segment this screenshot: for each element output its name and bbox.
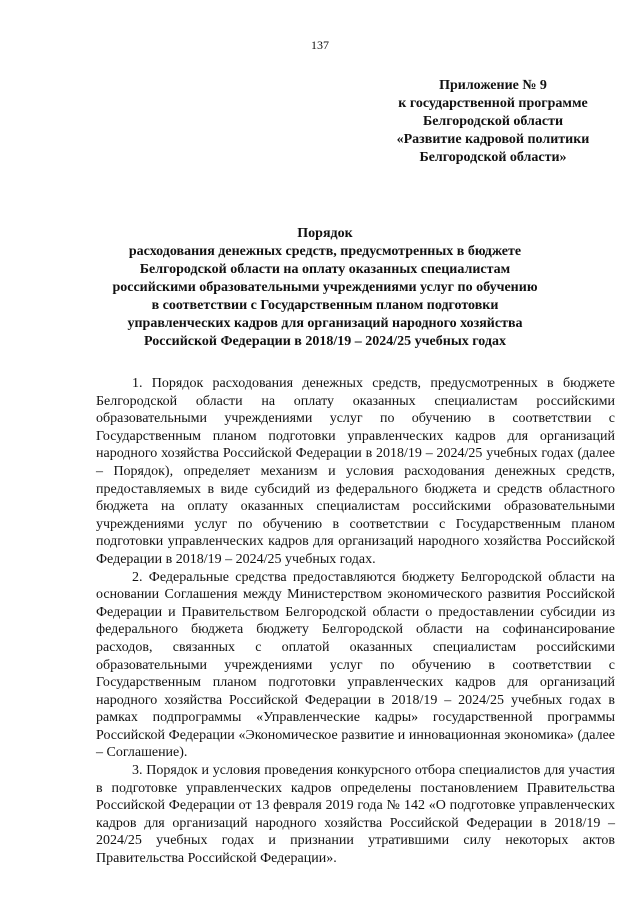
annex-header <box>378 77 608 167</box>
document-body <box>96 375 615 868</box>
title-line: управленческих кадров для организаций народного хозяйства <box>127 316 523 331</box>
annex-line: Белгородской области <box>422 114 564 129</box>
annex-line: Приложение № 9 <box>439 78 547 93</box>
title-line: в соответствии с Государственным планом подготовки <box>151 298 499 313</box>
title-line: российскими образовательными учреждениями услуг по обучению <box>112 280 538 295</box>
title-line: Российской Федерации в 2018/19 – 2024/25 учебных годах <box>144 334 506 349</box>
paragraph-3: 3. Порядок и условия проведения конкурсного отбора специалистов для участия в подготовке управленческих кадров определены постановлением Правительства Российской Федерации от 13 февраля 2019 года № 142 «О подготовке управленческих кадров для организаций народного хозяйства Российской Федерации в 2018/19 – 2024/25 учебных годах и признании утратившими силу некоторых актов Правительства Российской Федерации». <box>96 763 615 867</box>
title-line: Порядок <box>297 226 353 241</box>
title-line: Белгородской области на оплату оказанных специалистам <box>139 262 511 277</box>
annex-line: «Развитие кадровой политики <box>396 132 590 147</box>
title-line: расходования денежных средств, предусмотренных в бюджете <box>128 244 522 259</box>
document-title <box>90 225 560 351</box>
annex-line: к государственной программе <box>398 96 588 111</box>
page-number: 137 <box>311 38 329 52</box>
paragraph-2: 2. Федеральные средства предоставляются бюджету Белгородской области на основании Соглашения между Министерством экономического развития Российской Федерации и Правительством Белгородской области о предоставлении субсидии из федерального бюджета бюджету Белгородской области на софинансирование расходов, связанных с оплатой оказанных специалистам российскими образовательными учреждениями услуг по обучению в соответствии с Государственным планом подготовки управленческих кадров для организаций народного хозяйства Российской Федерации в 2018/19 – 2024/25 учебных годах в рамках подпрограммы «Управленческие кадры» государственной программы Российской Федерации «Экономическое развитие и инновационная экономика» (далее – Соглашение). <box>96 569 615 761</box>
paragraph-1: 1. Порядок расходования денежных средств, предусмотренных в бюджете Белгородской области на оплату оказанных специалистам российскими образовательными учреждениями услуг по обучению в соответствии с Государственным планом подготовки управленческих кадров для организаций народного хозяйства Российской Федерации в 2018/19 – 2024/25 учебных годах (далее – Порядок), определяет механизм и условия расходования денежных средств, предоставляемых в виде субсидий из федерального бюджета и средств областного бюджета на оплату оказанных специалистам российскими образовательными учреждениями услуг по обучению в соответствии с Государственным планом подготовки управленческих кадров для организаций народного хозяйства Российской Федерации в 2018/19 – 2024/25 учебных годах. <box>96 376 615 567</box>
annex-line: Белгородской области» <box>419 150 567 165</box>
